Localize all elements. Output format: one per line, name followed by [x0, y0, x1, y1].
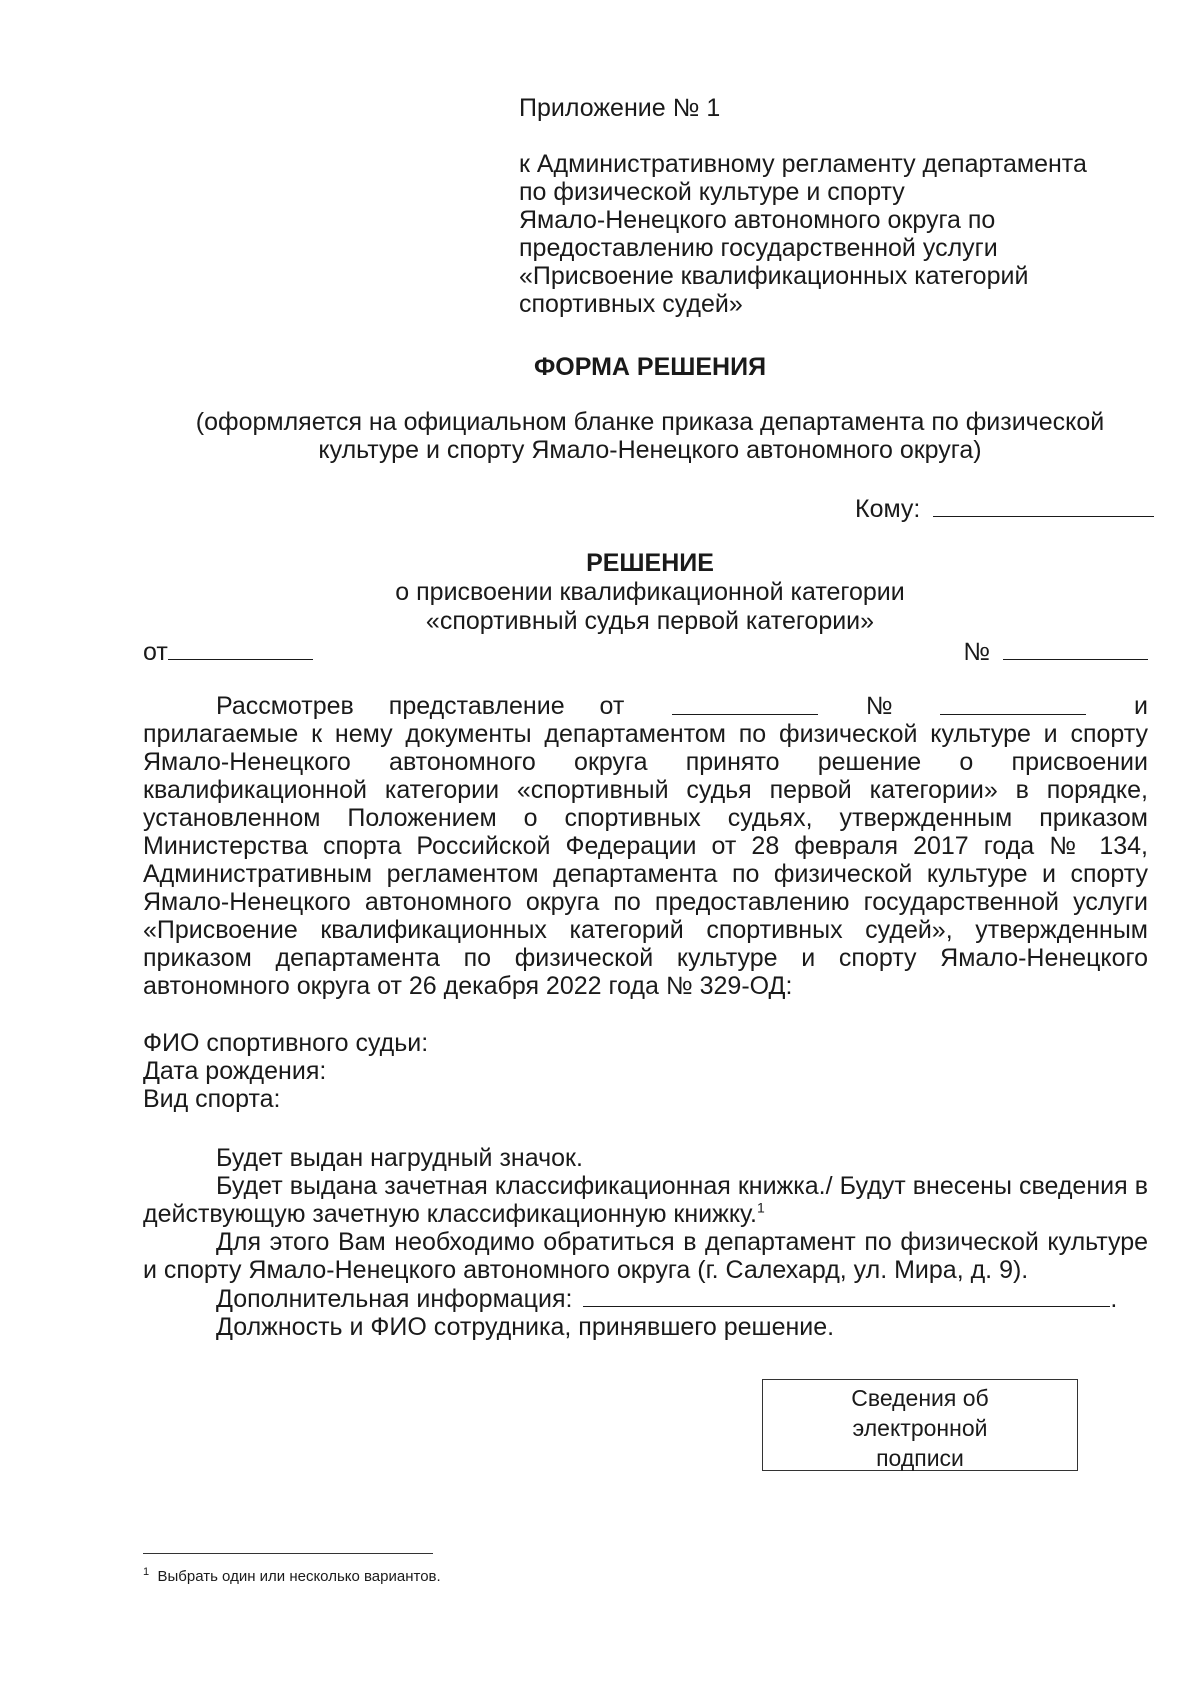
additional-info-blank[interactable] [583, 1284, 1110, 1307]
additional-info-label: Дополнительная информация: [216, 1285, 573, 1313]
signature-box-line: Сведения об [851, 1385, 989, 1411]
number-label: № [963, 638, 991, 666]
appendix-line: предоставлению государственной услуги [519, 234, 998, 262]
footnote-mark: 1 [143, 1566, 150, 1578]
signature-box-line: подписи [876, 1445, 964, 1471]
notices [143, 1144, 1148, 1341]
number-blank[interactable] [1003, 637, 1148, 660]
form-title: ФОРМА РЕШЕНИЯ [533, 353, 767, 381]
contact-notice: Для этого Вам необходимо обратиться в департамент по физической культуре и спорту Ямало-Ненецкого автономного округа (г. Салехард, ул. Мира, д. 9). [143, 1228, 1148, 1284]
signature-box-line: электронной [852, 1415, 988, 1441]
badge-notice: Будет выдан нагрудный значок. [216, 1144, 583, 1172]
main-paragraph-body: прилагаемые к нему документы департаментом по физической культуре и спорту Ямало-Ненецкого автономного округа принято решение о присвоении квалификационной категории «спортивный судья первой категории» в порядке, установленном Положением о спортивных судьях, утвержденным приказом Министерства спорта Российской Федерации от 28 февраля 2017 года № 134, Административным регламентом департамента по физической культуре и спорту Ямало-Ненецкого автономного округа по предоставлению государственной услуги «Присвоение квалификационных категорий спортивных судей», утвержденным приказом департамента по физической культуре и спорту Ямало-Ненецкого автономного округа от 26 декабря 2022 года № 329-ОД: [143, 720, 1148, 1000]
date-blank[interactable] [168, 637, 313, 660]
submission-number-label: № [865, 692, 893, 720]
footnote-text: Выбрать один или несколько вариантов. [157, 1568, 441, 1585]
main-paragraph-first-line [143, 692, 1148, 720]
decision-title: РЕШЕНИЕ [586, 549, 714, 577]
judge-name-field: ФИО спортивного судьи: [143, 1029, 429, 1057]
appendix-line: спортивных судей» [519, 290, 743, 318]
birth-date-field: Дата рождения: [143, 1057, 327, 1085]
number-field [963, 637, 1148, 666]
decision-subtitle: о присвоении квалификационной категории [395, 578, 905, 606]
form-note [0, 408, 1200, 464]
decision-category: «спортивный судья первой категории» [425, 607, 875, 635]
appendix-line: к Административному регламенту департамента [519, 150, 1087, 178]
form-note-line: (оформляется на официальном бланке приказа департамента по физической [195, 408, 1105, 436]
footnote-ref: 1 [757, 1199, 765, 1216]
official-position: Должность и ФИО сотрудника, принявшего решение. [216, 1313, 835, 1341]
additional-info-end: . [1110, 1285, 1118, 1313]
appendix-number: Приложение № 1 [519, 94, 721, 122]
appendix-line: Ямало-Ненецкого автономного округа по [519, 206, 996, 234]
main-paragraph [143, 692, 1148, 1000]
form-note-line: культуре и спорту Ямало-Ненецкого автономного округа) [318, 436, 982, 464]
book-notice [143, 1172, 1148, 1228]
recipient-line [855, 494, 1149, 523]
appendix-line: по физической культуре и спорту [519, 178, 905, 206]
conjunction-text: и [1134, 692, 1148, 720]
date-field [143, 637, 313, 666]
sport-field: Вид спорта: [143, 1085, 281, 1113]
considered-text: Рассмотрев представление от [216, 692, 625, 720]
electronic-signature-box [762, 1379, 1078, 1471]
appendix-line: «Присвоение квалификационных категорий [519, 262, 1029, 290]
appendix-header [519, 94, 1159, 318]
book-notice-text: Будет выдана зачетная классификационная книжка./ Будут внесены сведения в действующую зачетную классификационную книжку. [143, 1172, 1148, 1228]
date-label: от [143, 638, 168, 666]
submission-date-blank[interactable] [672, 692, 818, 715]
recipient-blank[interactable] [933, 494, 1154, 517]
footnote-separator [143, 1553, 433, 1554]
additional-info [143, 1284, 1148, 1313]
footnote [143, 1568, 441, 1586]
date-number-row [143, 637, 1148, 666]
judge-fields [143, 1029, 1148, 1113]
to-label: Кому: [855, 495, 921, 523]
submission-number-blank[interactable] [940, 692, 1086, 715]
